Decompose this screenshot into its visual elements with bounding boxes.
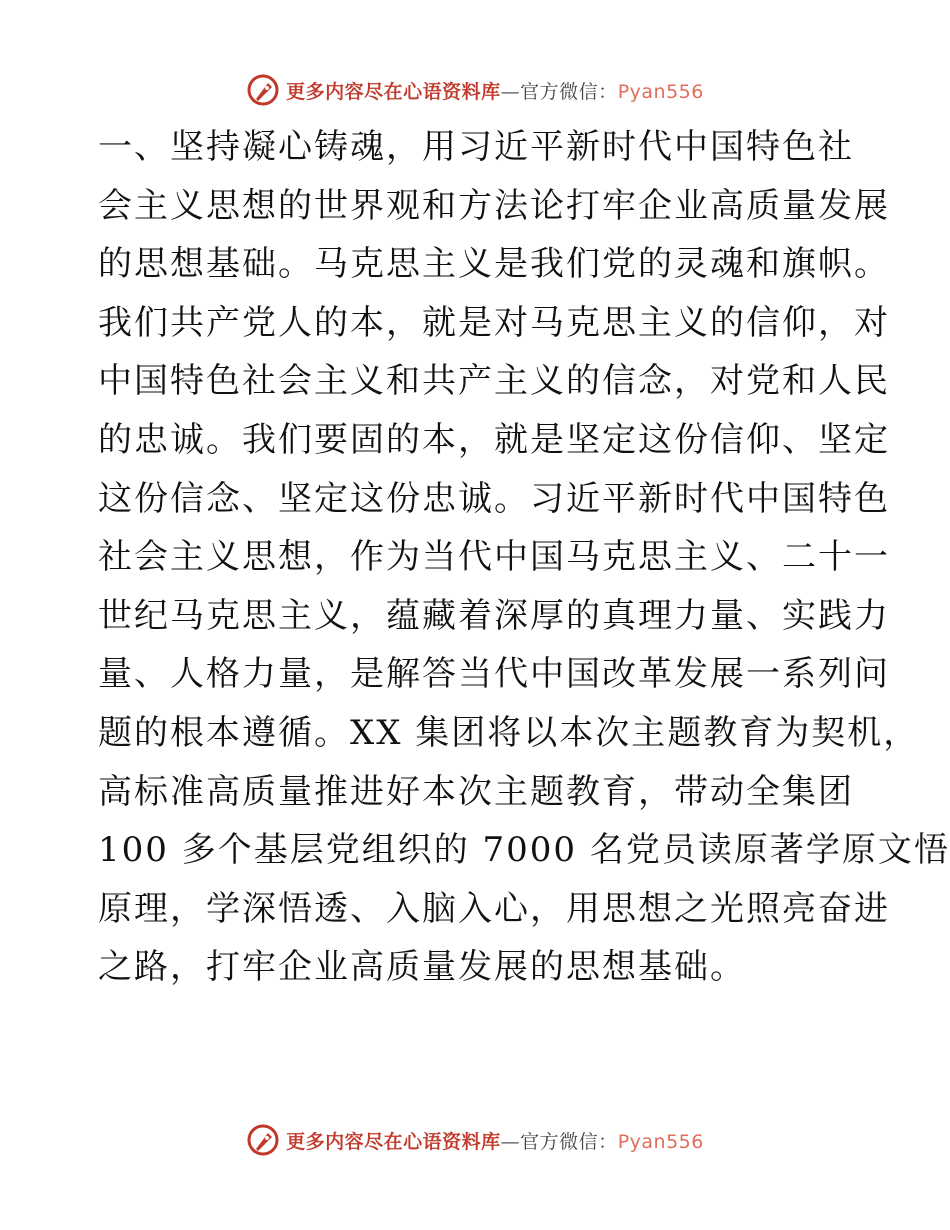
pen-nib-logo-icon (246, 1123, 280, 1157)
banner-account: Pyan556 (617, 80, 704, 103)
text-line: 世纪马克思主义，蕴藏着深厚的真理力量、实践力 (98, 595, 890, 636)
banner-main-text: 更多内容尽在心语资料库 (286, 1130, 501, 1153)
banner-separator: — (500, 1130, 521, 1153)
banner-separator: — (500, 80, 521, 103)
text-line: 中国特色社会主义和共产主义的信念，对党和人民 (98, 361, 890, 402)
text-line: 社会主义思想，作为当代中国马克思主义、二十一 (98, 537, 890, 578)
text-line: 会主义思想的世界观和方法论打牢企业高质量发展 (98, 185, 890, 226)
header-banner (0, 70, 950, 110)
banner-account: Pyan556 (617, 1130, 704, 1153)
text-line: 这份信念、坚定这份忠诚。习近平新时代中国特色 (98, 478, 890, 519)
text-line: 高标准高质量推进好本次主题教育，带动全集团 (98, 771, 854, 812)
text-line: 原理，学深悟透、入脑入心，用思想之光照亮奋进 (98, 888, 890, 929)
pen-nib-logo-icon (246, 73, 280, 107)
banner-text (286, 77, 704, 104)
text-line: 100 多个基层党组织的 7000 名党员读原著学原文悟 (98, 830, 950, 871)
text-line: 的思想基础。马克思主义是我们党的灵魂和旗帜。 (98, 244, 890, 285)
banner-wechat-label: 官方微信： (520, 80, 618, 103)
text-line: 量、人格力量，是解答当代中国改革发展一系列问 (98, 654, 890, 695)
document-body (98, 118, 950, 997)
text-line: 我们共产党人的本，就是对马克思主义的信仰，对 (98, 302, 890, 343)
text-line: 题的根本遵循。XX 集团将以本次主题教育为契机， (98, 712, 920, 753)
banner-main-text: 更多内容尽在心语资料库 (286, 80, 501, 103)
text-line: 之路，打牢企业高质量发展的思想基础。 (98, 947, 746, 988)
footer-banner (0, 1120, 950, 1160)
banner-text (286, 1127, 704, 1154)
text-line: 的忠诚。我们要固的本，就是坚定这份信仰、坚定 (98, 419, 890, 460)
text-line: 一、坚持凝心铸魂，用习近平新时代中国特色社 (98, 127, 854, 167)
banner-wechat-label: 官方微信： (520, 1130, 618, 1153)
